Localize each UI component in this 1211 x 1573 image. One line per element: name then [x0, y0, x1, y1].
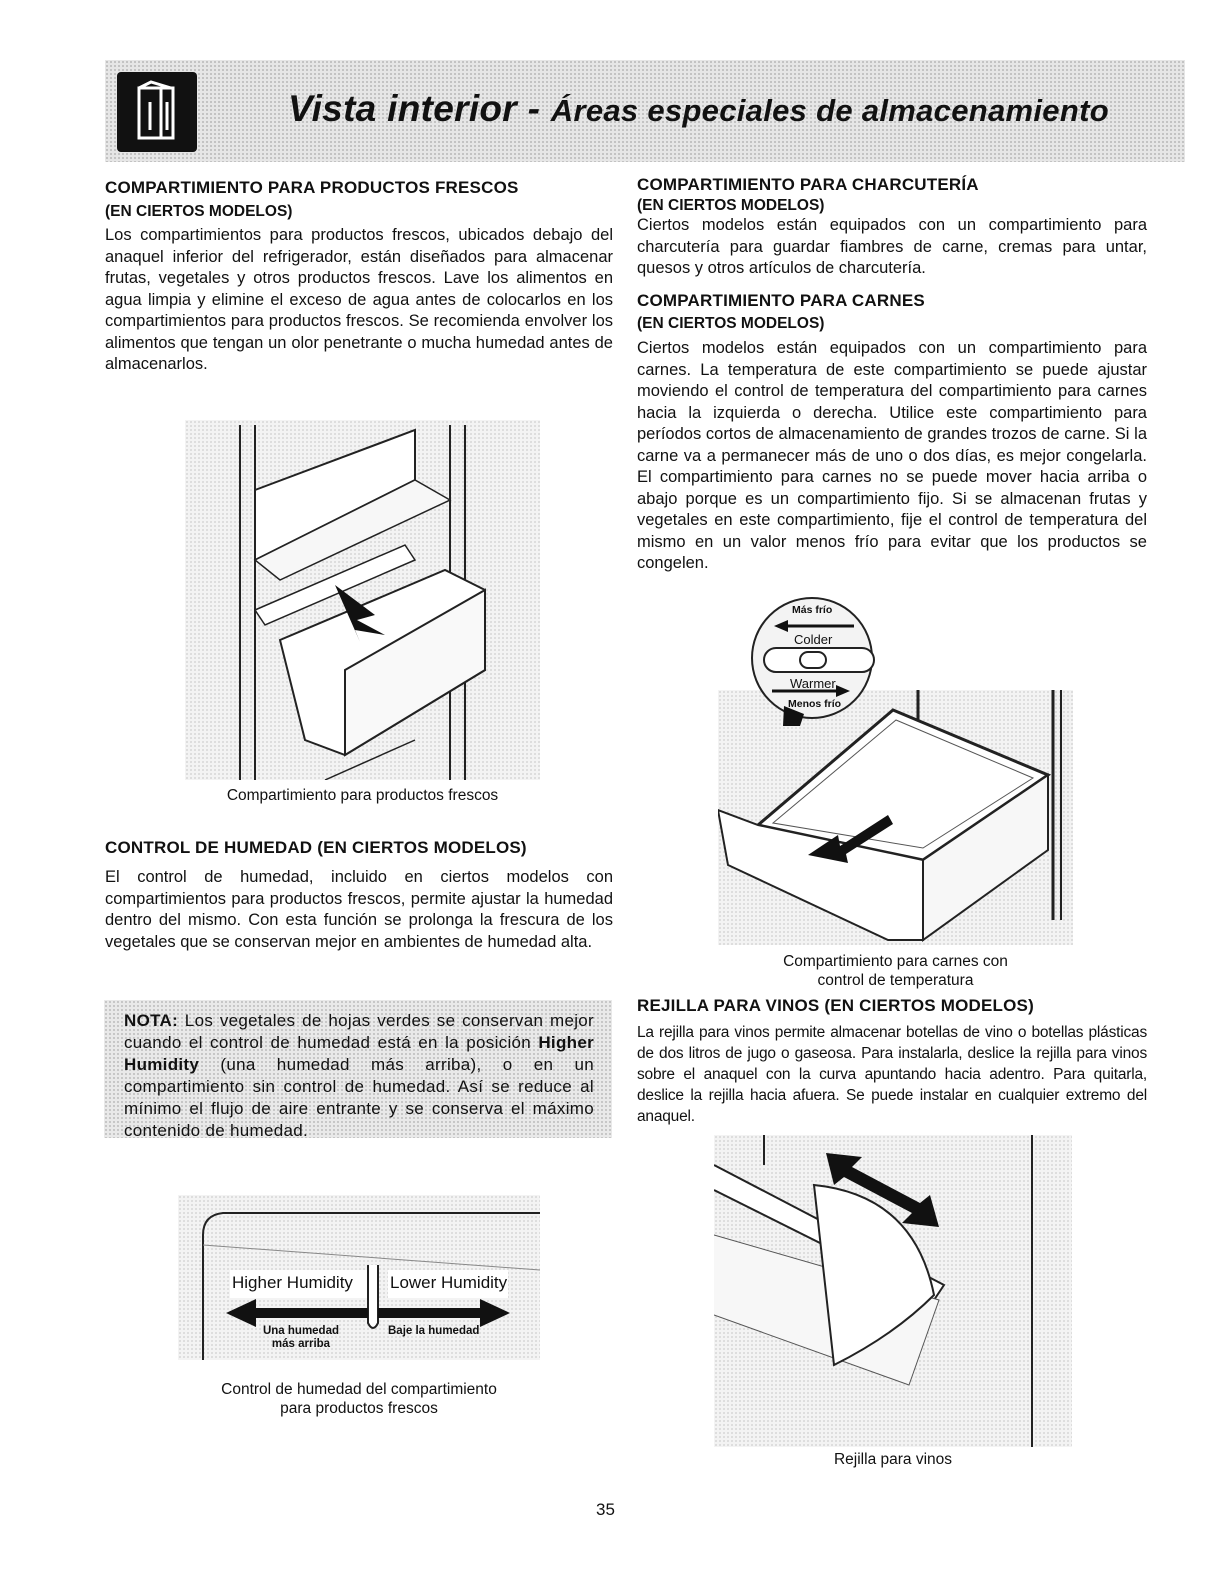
lower-humidity-label: Lower Humidity: [390, 1273, 508, 1292]
meat-drawer-caption: Compartimiento para carnes con control de temperatura: [783, 953, 1008, 989]
una-humedad-label: Una humedad más arriba: [262, 1325, 340, 1350]
page-title: Vista interior - Áreas especiales de almacenamiento: [288, 88, 1109, 129]
page-number: 35: [596, 1500, 615, 1519]
humidity-slider-illustration: [178, 1195, 540, 1360]
meat-body: Ciertos modelos están equipados con un compartimiento para carnes. La temperatura de este compartimiento se puede ajustar moviendo el control de temperatura del compartimiento para carnes hacia la izquierda o derecha. Utilice este compartimiento para períodos cortos de almacenamiento de grandes trozos de carne. Si la carne va a permanecer más de uno o dos días, es mejor congelarla. El compartimiento para carnes no se puede mover hacia arriba o abajo porque es un compartimiento fijo. Si se almacenan frutas y vegetales en este compartimiento, fije el control de temperatura del mismo en un valor menos frío para evitar que los productos se congelen.: [637, 339, 1147, 572]
mas-frio-label: Más frío: [792, 604, 833, 616]
refrigerator-icon: [117, 72, 197, 152]
meat-drawer-illustration: [718, 690, 1073, 945]
note-text: NOTA: Los vegetales de hojas verdes se conservan mejor cuando el control de humedad está en la posición Higher Humidity (una humedad más arriba), o en un compartimiento sin control de humedad. Así se reduce al mínimo el flujo de aire entrante y se conserva el máximo contenido de humedad.: [124, 1011, 594, 1140]
meat-heading: COMPARTIMIENTO PARA CARNES: [637, 291, 925, 310]
wine-rack-heading: REJILLA PARA VINOS (EN CIERTOS MODELOS): [637, 996, 1034, 1015]
fresh-produce-subheading: (EN CIERTOS MODELOS): [105, 203, 293, 220]
menos-frio-label: Menos frío: [788, 698, 842, 710]
deli-heading: COMPARTIMIENTO PARA CHARCUTERÍA: [637, 175, 979, 194]
meat-subheading: (EN CIERTOS MODELOS): [637, 315, 825, 332]
warmer-label: Warmer: [790, 676, 836, 691]
fresh-produce-heading: COMPARTIMIENTO PARA PRODUCTOS FRESCOS: [105, 178, 519, 197]
deli-subheading: (EN CIERTOS MODELOS): [637, 197, 825, 214]
wine-rack-body: La rejilla para vinos permite almacenar botellas de vino o botellas plásticas de dos litros de jugo o gaseosa. Para instalarla, deslice la rejilla para vinos sobre el anaquel con la curva apuntando hacia adentro. Para quitarla, deslice la rejilla hacia afuera. Se puede instalar en cualquier extremo del anaquel.: [637, 1024, 1147, 1125]
deli-body: Ciertos modelos están equipados con un compartimiento para charcutería para guardar fiambres de carne, cremas para untar, quesos y otros artículos de charcutería.: [637, 216, 1147, 277]
wine-rack-illustration: [714, 1135, 1072, 1447]
fresh-produce-body: Los compartimientos para productos frescos, ubicados debajo del anaquel inferior del refrigerador, están diseñados para almacenar frutas, vegetales y otros productos frescos. Lave los alimentos en agua limpia y elimine el exceso de agua antes de colocarlos en los compartimientos para productos frescos. Se recomienda envolver los alimentos que tengan un olor penetrante o mucha humedad antes de almacenarlos.: [105, 226, 613, 373]
fresh-produce-caption: Compartimiento para productos frescos: [226, 787, 499, 804]
higher-humidity-label: Higher Humidity: [232, 1273, 353, 1292]
colder-label: Colder: [794, 632, 833, 647]
crisper-drawer-illustration: [185, 420, 540, 780]
humidity-control-heading: CONTROL DE HUMEDAD (EN CIERTOS MODELOS): [105, 838, 527, 857]
humidity-caption: Control de humedad del compartimiento para productos frescos: [221, 1381, 497, 1417]
humidity-control-body: El control de humedad, incluido en ciertos modelos con compartimientos para productos frescos, permite ajustar la humedad dentro del mismo. Con esta función se prolonga la frescura de los vegetales que se conservan mejor en ambientes de humedad alta.: [105, 868, 613, 951]
wine-rack-caption: Rejilla para vinos: [833, 1451, 953, 1468]
baje-humedad-label: Baje la humedad: [388, 1325, 480, 1337]
temperature-dial[interactable]: [744, 596, 880, 716]
